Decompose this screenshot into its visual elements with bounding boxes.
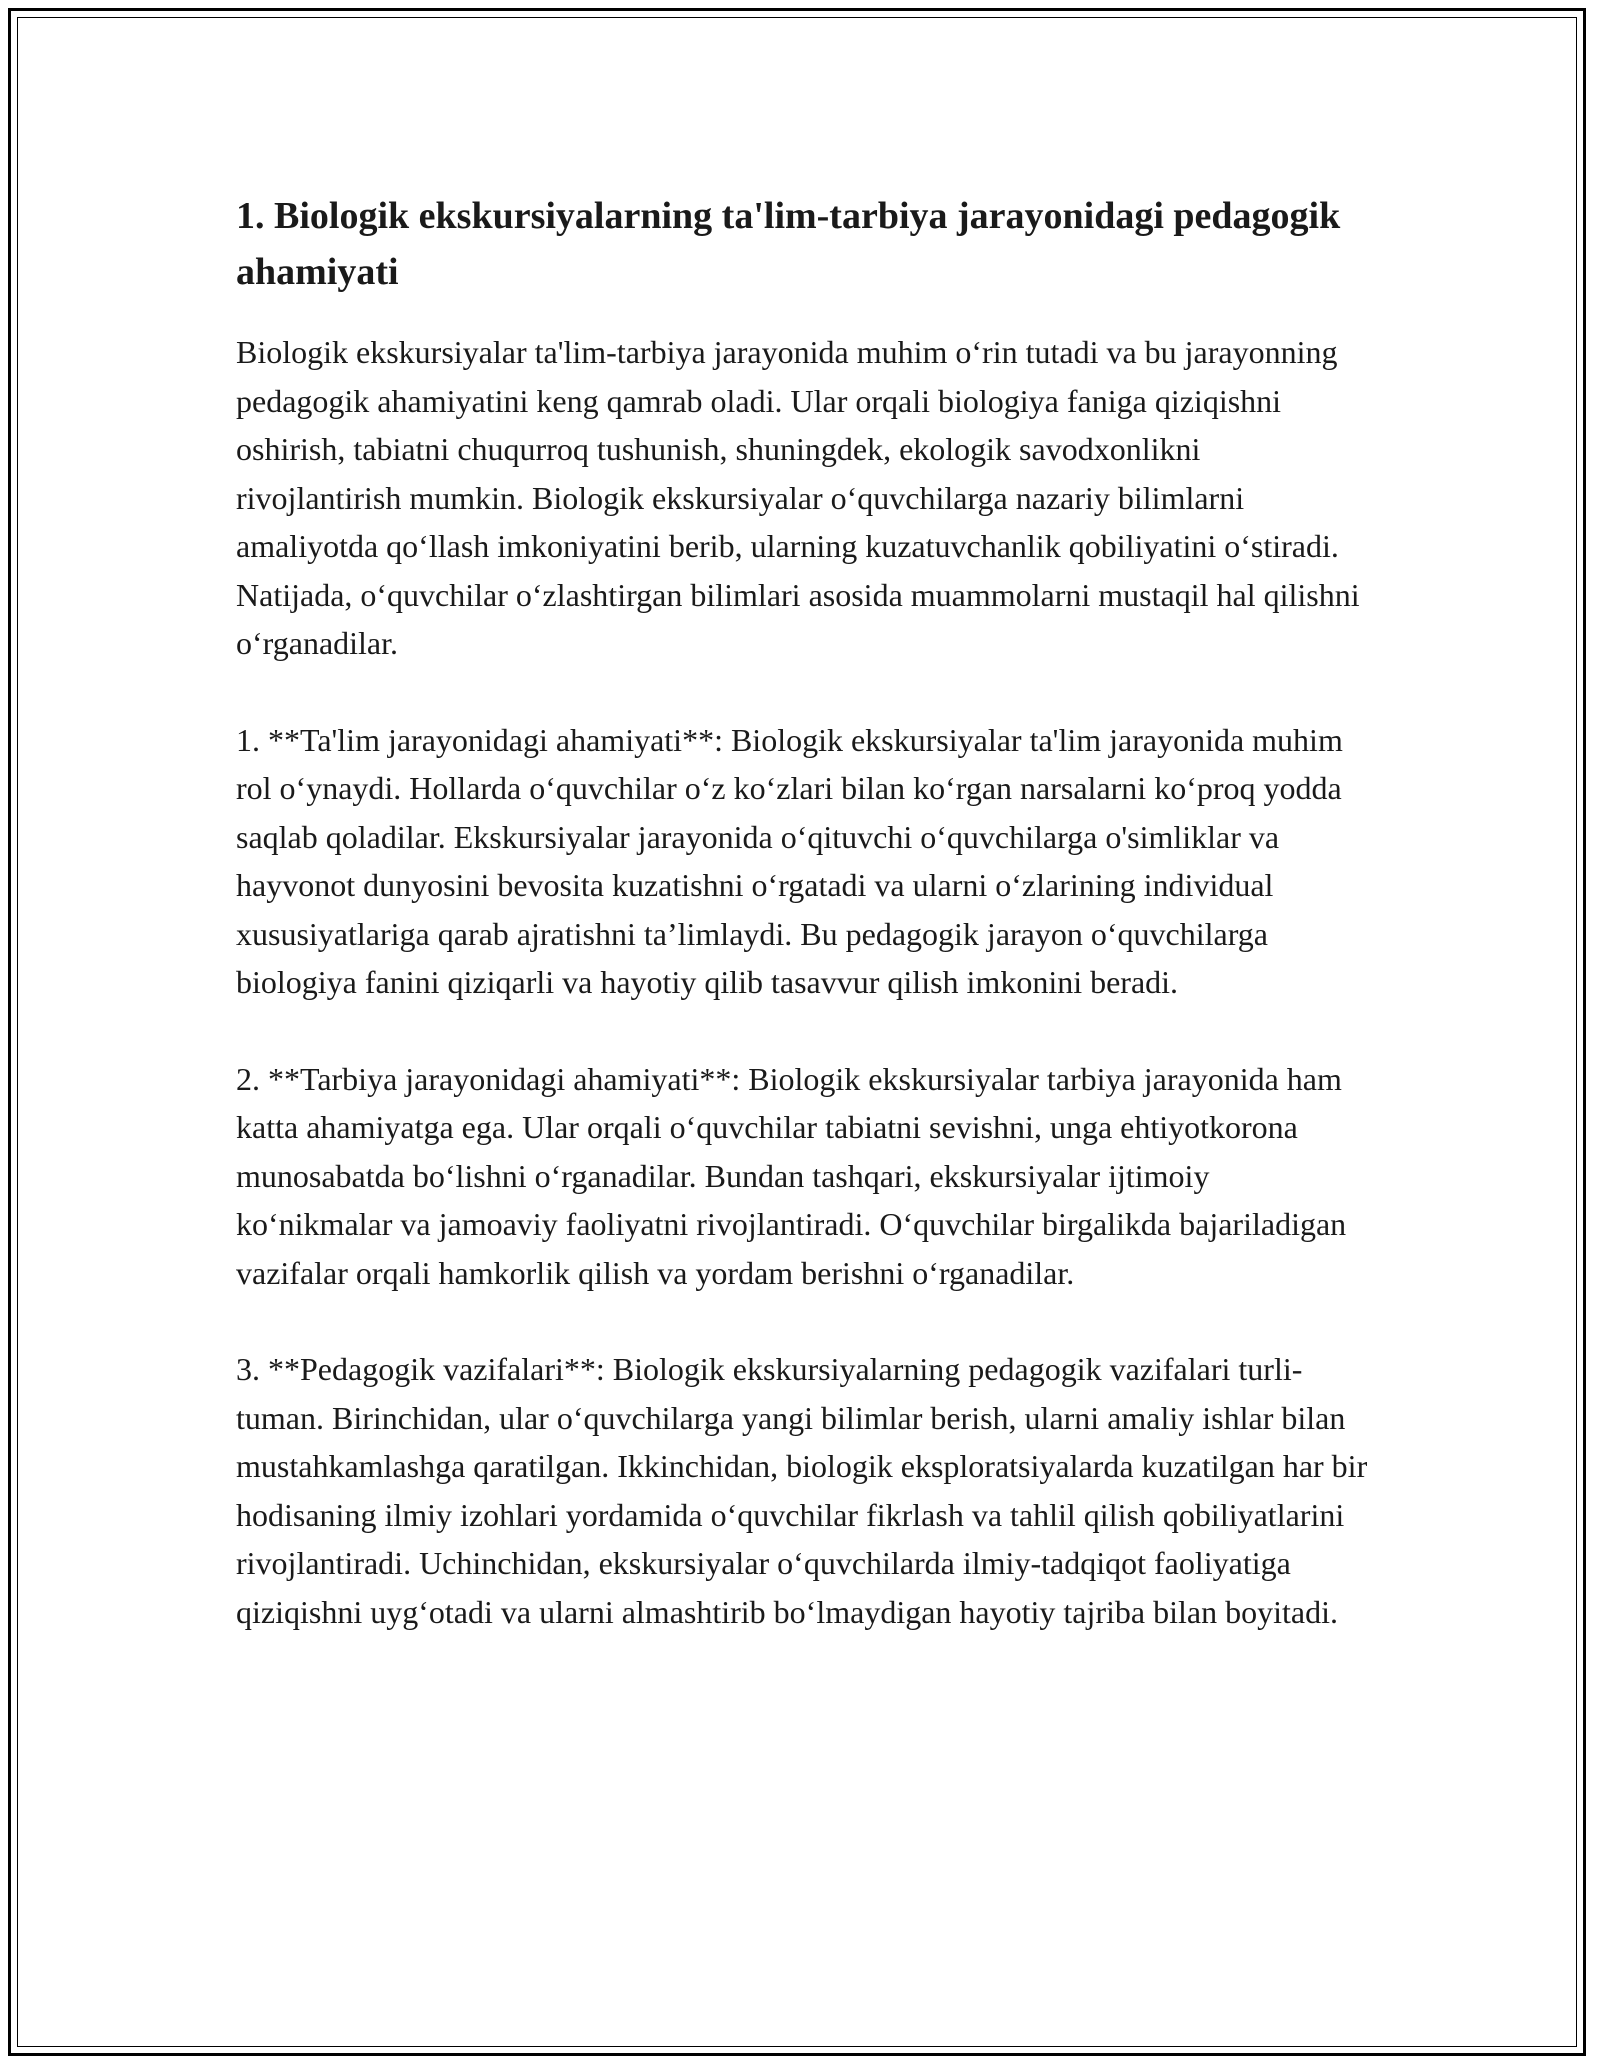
section-heading: 1. Biologik ekskursiyalarning ta'lim-tarbiya jarayonidagi pedagogik ahamiyati <box>236 195 1341 293</box>
intro-paragraph: Biologik ekskursiyalar ta'lim-tarbiya jarayonida muhim o‘rin tutadi va bu jarayonning pedagogik ahamiyatini keng qamrab oladi. Ular orqali biologiya faniga qiziqishni oshirish, tabiatni chuqurroq tushunish, shuningdek, ekologik savodxonlikni rivojlantirish mumkin. Biologik ekskursiyalar o‘quvchilarga nazariy bilimlarni amaliyotda qo‘llash imkoniyatini berib, ularning kuzatuvchanlik qobiliyatini o‘stiradi. Natijada, o‘quvchilar o‘zlashtirgan bilimlari asosida muammolarni mustaqil hal qilishni o‘rganadilar. <box>236 334 1360 661</box>
paragraph-education-importance: 1. **Ta'lim jarayonidagi ahamiyati**: Biologik ekskursiyalar ta'lim jarayonida muhim rol o‘ynaydi. Hollarda o‘quvchilar o‘z ko‘zlari bilan ko‘rgan narsalarni ko‘proq yodda saqlab qoladilar. Ekskursiyalar jarayonida o‘qituvchi o‘quvchilarga o'simliklar va hayvonot dunyosini bevosita kuzatishni o‘rgatadi va ularni o‘zlarining individual xususiyatlariga qarab ajratishni ta’limlaydi. Bu pedagogik jarayon o‘quvchilarga biologiya fanini qiziqarli va hayotiy qilib tasavvur qilish imkonini beradi. <box>236 721 1343 1000</box>
paragraph-pedagogical-tasks: 3. **Pedagogik vazifalari**: Biologik ekskursiyalarning pedagogik vazifalari turli-tuman. Birinchidan, ular o‘quvchilarga yangi bilimlar berish, ularni amaliy ishlar bilan mustahkamlashga qaratilgan. Ikkinchidan, biologik eksploratsiyalarda kuzatilgan har bir hodisaning ilmiy izohlari yordamida o‘quvchilar fikrlash va tahlil qilish qobiliyatlarini rivojlantiradi. Uchinchidan, ekskursiyalar o‘quvchilarda ilmiy-tadqiqot faoliyatiga qiziqishni uyg‘otadi va ularni almashtirib bo‘lmaydigan hayotiy tajriba bilan boyitadi. <box>236 1351 1368 1630</box>
document-body <box>236 188 1372 1684</box>
paragraph-upbringing-importance: 2. **Tarbiya jarayonidagi ahamiyati**: Biologik ekskursiyalar tarbiya jarayonida ham katta ahamiyatga ega. Ular orqali o‘quvchilar tabiatni sevishni, unga ehtiyotkorona munosabatda bo‘lishni o‘rganadilar. Bundan tashqari, ekskursiyalar ijtimoiy ko‘nikmalar va jamoaviy faoliyatni rivojlantiradi. O‘quvchilar birgalikda bajariladigan vazifalar orqali hamkorlik qilish va yordam berishni o‘rganadilar. <box>236 1060 1347 1291</box>
